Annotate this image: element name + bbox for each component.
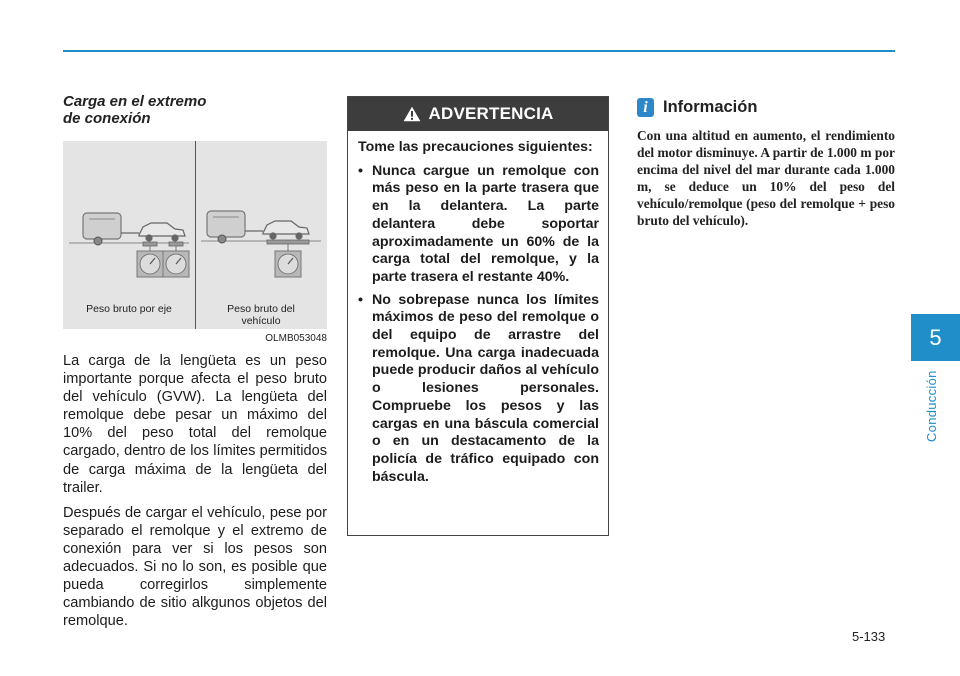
warning-intro: Tome las precauciones siguientes:	[358, 139, 593, 155]
chapter-label: Conducción	[924, 370, 939, 442]
section-heading-line-2: de conexión	[63, 110, 151, 127]
warning-body	[348, 131, 608, 486]
warning-triangle-icon	[403, 106, 421, 122]
tongue-load-figure	[63, 141, 327, 329]
page-number: 5-133	[852, 629, 886, 644]
figure-divider	[195, 141, 196, 329]
axle-weight-illustration	[65, 205, 193, 285]
body-text	[63, 352, 327, 637]
info-icon: i	[637, 98, 654, 117]
info-title: Información	[663, 98, 758, 116]
warning-item: • No sobrepase nunca los límites máximos de peso del remolque o del equipo de arrastre del remolque. Una carga inadecuada puede producir daños al vehículo o lesiones personales. Compruebe los pesos y las cargas en una báscula comercial o en un destacamento de la policía de tráfico equipado con báscula.	[358, 292, 599, 487]
chapter-tab[interactable]: 5	[911, 314, 960, 361]
info-text: Con una altitud en aumento, el rendimiento del motor disminuye. A partir de 1.000 m por encima del nivel del mar durante cada 1.000 m, se deduce un 10% del peso del vehículo/remolque (peso del remolque + peso bruto del vehículo).	[637, 128, 895, 229]
section-heading	[63, 93, 325, 127]
warning-title: ADVERTENCIA	[428, 104, 554, 123]
warning-box	[347, 96, 609, 536]
warning-list	[358, 163, 599, 487]
figure-code: OLMB053048	[265, 333, 327, 344]
body-paragraph: Después de cargar el vehículo, pese por separado el remolque y el extremo de conexión para ver si los pesos son adecuados. Si no lo son, es posible que pueda corregirlos simplemente cambiando de sitio alkgunos objetos del remolque.	[63, 504, 327, 630]
gross-vehicle-weight-illustration	[197, 205, 325, 285]
body-paragraph: La carga de la lengüeta es un peso importante porque afecta el peso bruto del vehículo (GVW). La lengüeta del remolque debe pesar un máximo del 10% del peso total del remolque cargado, dentro de los límites permitidos de carga máxima de la lengüeta del trailer.	[63, 353, 327, 496]
warning-item: • Nunca cargue un remolque con más peso en la parte trasera que en la delantera. La parte delantera debe soportar aproximadamente un 60% de la carga total del remolque, y la parte trasera el restante 40%.	[358, 163, 599, 287]
caption-gross-vehicle-weight: Peso bruto del vehículo	[227, 303, 295, 327]
info-header	[637, 98, 757, 117]
caption-axle-weight: Peso bruto por eje	[86, 303, 172, 315]
header-rule	[63, 50, 895, 52]
section-heading-line-1: Carga en el extremo	[63, 93, 207, 110]
warning-header	[348, 97, 608, 131]
